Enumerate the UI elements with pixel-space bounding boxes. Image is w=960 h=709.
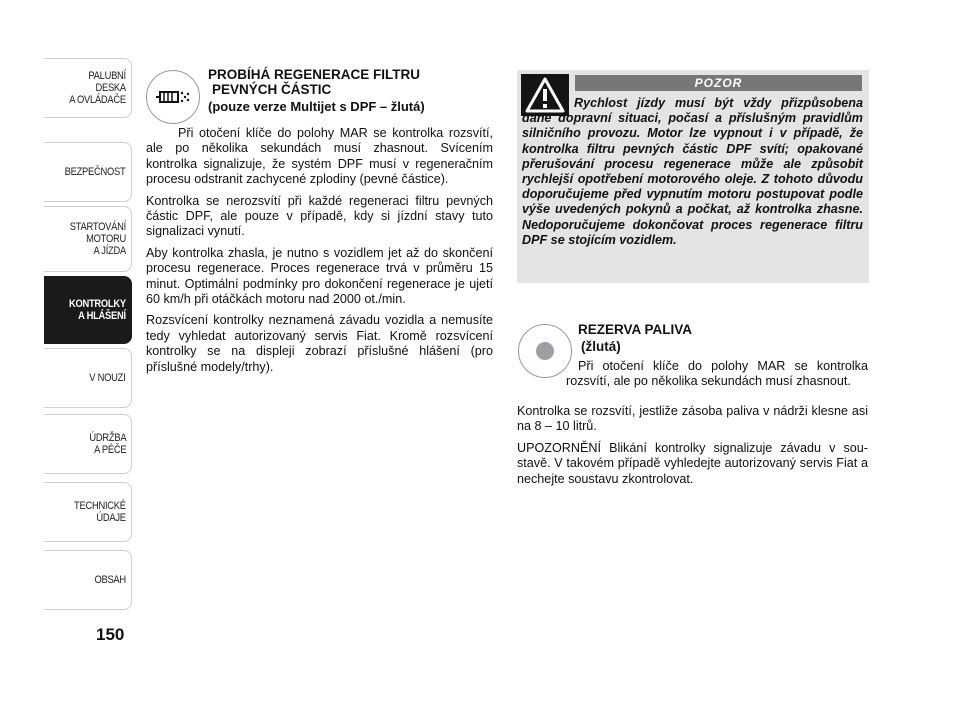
fuel-body xyxy=(517,404,868,493)
indicator-dot xyxy=(536,342,554,360)
tab-label: TECHNICKÉ ÚDAJE xyxy=(74,500,126,524)
tab-palubni-deska[interactable] xyxy=(44,58,132,118)
fuel-title-line2: (žlutá) xyxy=(581,339,621,354)
tab-udrzba[interactable] xyxy=(44,414,132,474)
tab-label: ÚDRŽBA A PÉČE xyxy=(88,432,126,456)
dpf-paragraph-1: Při otočení klíče do polohy MAR se kontrolka rozsvítí, ale po několika sekundách musí zhasnout. Svícením kontrolka signalizuje, že systém DPF musí v regeneračním procesu odstranit zachycené zplodiny (pevné částice). xyxy=(146,126,493,187)
tab-bezpecnost[interactable] xyxy=(44,142,132,202)
tab-label: OBSAH xyxy=(94,574,126,586)
page-number: 150 xyxy=(96,625,125,644)
tab-label: KONTROLKY A HLÁŠENÍ xyxy=(68,298,126,322)
dpf-title-line2: PEVNÝCH ČÁSTIC xyxy=(212,82,332,97)
fuel-paragraph-2: Kontrolka se rozsvítí, jestliže zásoba paliva v nádrži klesne asi na 8 – 10 litrů. xyxy=(517,404,868,434)
warning-header: POZOR xyxy=(575,75,862,91)
dpf-paragraph-2: Kontrolka se nerozsvítí při každé regeneraci filtru pevných částic DPF, ale pouze v případě, kdy si jízdní stavy tuto signalizaci vynutí. xyxy=(146,193,493,239)
tab-label: STARTOVÁNÍ MOTORU A JÍZDA xyxy=(69,221,126,257)
tab-label: V NOUZI xyxy=(89,372,126,384)
tab-label: BEZPEČNOST xyxy=(65,166,126,178)
dpf-paragraph-3: Aby kontrolka zhasla, je nutno s vozidlem jet až do skončení procesu regenerace. Proces regenerace trvá v průměru 15 minut. Optimální podmínky pro dokončení regenerace je ujetí 60 km/h při otáčkách motoru nad 2000 ot./min. xyxy=(146,245,493,307)
warning-text: Rychlost jízdy musí být vždy přizpůsobena dané dopravní situaci, počasí a příslušným pravidlům silničního provozu. Motor lze vypnout i v případě, že kontrolka filtru pevných částic DPF svítí; opakované přerušování procesu regenerace může ale způsobit rychlejší opotřebení motorového oleje. Z tohoto důvodu doporučujeme před vypnutím motoru postupovat podle výše uvedených pokynů a počkat, až kontrolka zhasne. Nedoporučujeme dokončovat proces regenerace filtru DPF se stojícím vozidlem. xyxy=(522,96,863,247)
dpf-title-line3: (pouze verze Multijet s DPF – žlutá) xyxy=(208,99,425,114)
dpf-filter-icon xyxy=(146,70,200,124)
tab-obsah[interactable] xyxy=(44,550,132,610)
tab-technicke-udaje[interactable] xyxy=(44,482,132,542)
fuel-paragraph-3: UPOZORNĚNÍ Blikání kontrolky signalizuje závadu v soustavě. V takovém případě vyhledejte autorizovaný servis Fiat a nechejte soustavu zkontrolovat. xyxy=(517,440,868,486)
dpf-paragraph-4: Rozsvícení kontrolky neznamená závadu vozidla a nemusíte tedy vyhledat autorizovaný servis Fiat. Kromě rozsvícení kontrolky se na displeji zobrazí příslušné hlášení (pro příslušné modely/trhy). xyxy=(146,313,493,374)
tab-v-nouzi[interactable] xyxy=(44,348,132,408)
tab-kontrolky[interactable] xyxy=(44,276,132,344)
tab-startovani-motoru[interactable] xyxy=(44,206,132,272)
tab-label: PALUBNÍ DESKA A OVLÁDAČE xyxy=(69,70,126,106)
fuel-paragraph-1: Při otočení klíče do polohy MAR se kontrolka rozsvítí, ale po několika sekundách musí zhasnout. xyxy=(566,359,868,389)
dpf-title-line1: PROBÍHÁ REGENERACE FILTRU xyxy=(208,67,421,82)
fuel-title-line1: REZERVA PALIVA xyxy=(578,322,693,337)
fuel-reserve-light-icon xyxy=(518,324,572,378)
dpf-body xyxy=(146,126,493,381)
